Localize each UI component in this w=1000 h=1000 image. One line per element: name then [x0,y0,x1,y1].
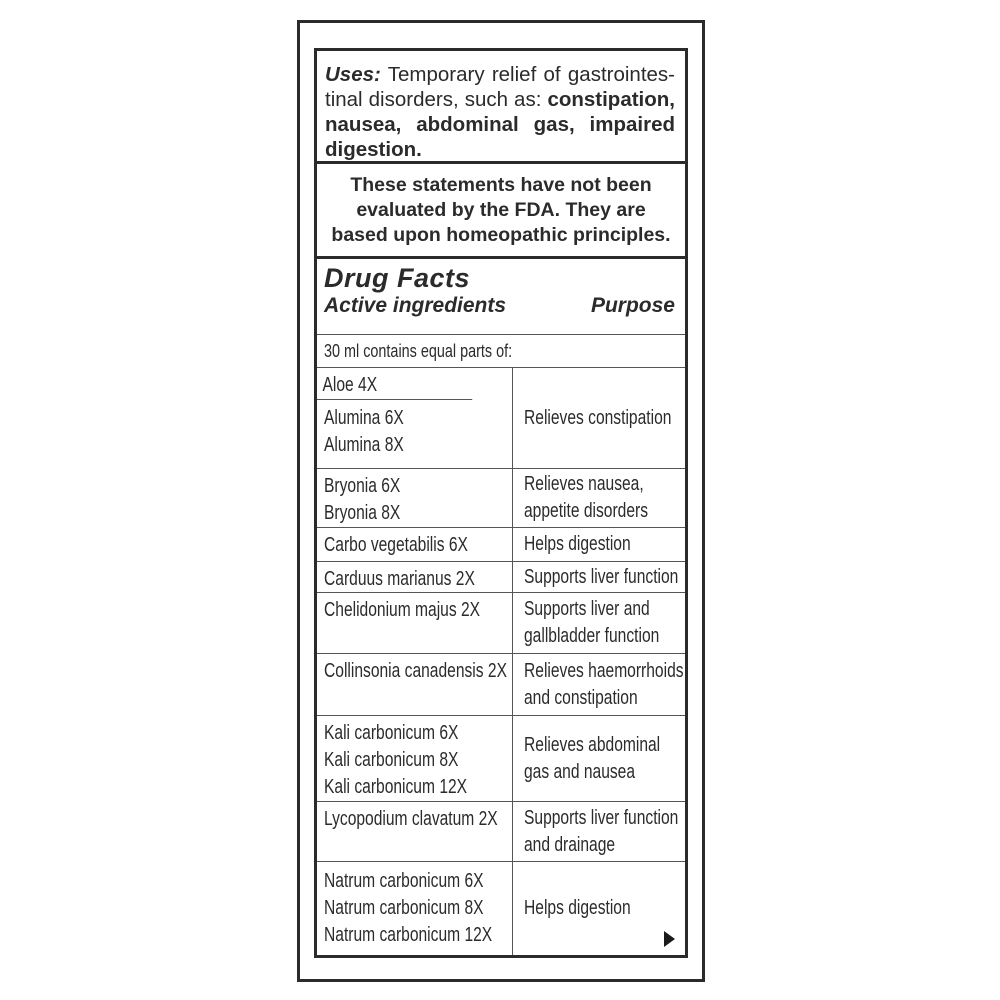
purpose-text: and constipation [524,686,638,709]
table-row [317,528,685,562]
ingredient-name: Bryonia 8X [324,502,401,524]
ingredient-cell [324,372,509,459]
ingredient-name: Alumina 6X [324,407,404,429]
contains-note [317,335,685,368]
ingredient-name: Carduus marianus 2X [324,568,475,590]
fda-disclaimer: These statements have not been evaluated by the FDA. They are based upon homeopathic principles. [317,164,685,259]
drug-facts-title: Drug Facts [324,263,471,293]
ingredient-name: Kali carbonicum 8X [324,749,459,771]
ingredient-name: Natrum carbonicum 12X [324,924,493,946]
table-row [317,593,685,654]
ingredient-name: Bryonia 6X [324,475,401,497]
ingredient-cell [324,597,509,624]
ingredient-name: Kali carbonicum 6X [324,722,459,744]
purpose-cell [524,562,679,592]
purpose-text: Relieves haemorrhoids [524,659,684,682]
purpose-text: Relieves nausea, [524,473,644,495]
ingredient-name: Natrum carbonicum 8X [324,897,484,919]
table-row [317,368,685,469]
purpose-text: Relieves abdominal [524,733,661,756]
ingredient-cell [324,532,509,559]
ingredient-cell [324,720,509,801]
purpose-text: and drainage [524,833,616,856]
purpose-text: Supports liver function [524,565,679,588]
purpose-cell [524,528,679,561]
ingredient-name: Aloe 4X [317,372,472,400]
ingredient-cell [324,473,509,527]
purpose-text: gallbladder function [524,625,660,647]
ingredient-name: Alumina 8X [324,434,404,456]
ingredient-cell [324,868,509,949]
active-ingredients-heading: Active ingredients [324,294,507,317]
table-row [317,469,685,528]
purpose-cell [524,469,679,527]
ingredient-cell [324,566,509,593]
purpose-cell [524,802,679,861]
contains-text: 30 ml contains equal parts of: [324,341,513,361]
ingredient-name: Carbo vegetabilis 6X [324,534,468,556]
ingredient-name: Collinsonia canadensis 2X [324,660,507,682]
label-panel [297,20,705,982]
ingredient-name: Chelidonium majus 2X [324,599,481,621]
ingredients-table [317,368,685,955]
purpose-cell [524,593,679,653]
purpose-cell [524,654,684,715]
purpose-cell [524,368,679,468]
table-row [317,654,685,716]
ingredient-cell [324,658,509,685]
purpose-cell [524,862,679,955]
table-row [317,562,685,593]
uses-section [317,51,685,164]
uses-intro: Temporary relief of gastrointestinal disorders, such as: [325,63,675,111]
purpose-text: Helps digestion [524,533,631,555]
purpose-cell [524,716,679,801]
table-row [317,716,685,802]
drug-facts-frame [314,48,688,958]
purpose-text: Relieves constipation [524,406,672,429]
purpose-text: Helps digestion [524,897,631,919]
purpose-text: Supports liver and [524,598,650,620]
uses-label: Uses: [325,63,381,86]
purpose-text: Supports liver function [524,806,679,829]
uses-conditions: constipation, nausea, abdominal gas, impaired digestion. [325,88,675,161]
table-row [317,802,685,862]
purpose-heading: Purpose [590,294,675,317]
purpose-text: appetite disorders [524,500,649,522]
table-row [317,862,685,955]
column-headings [324,293,675,319]
continue-arrow-icon [664,931,675,947]
drug-facts-header [317,259,685,335]
purpose-text: gas and nausea [524,760,636,783]
ingredient-name: Lycopodium clavatum 2X [324,808,498,830]
ingredient-cell [324,806,509,833]
ingredient-name: Kali carbonicum 12X [324,776,468,798]
ingredient-name: Natrum carbonicum 6X [324,870,484,892]
